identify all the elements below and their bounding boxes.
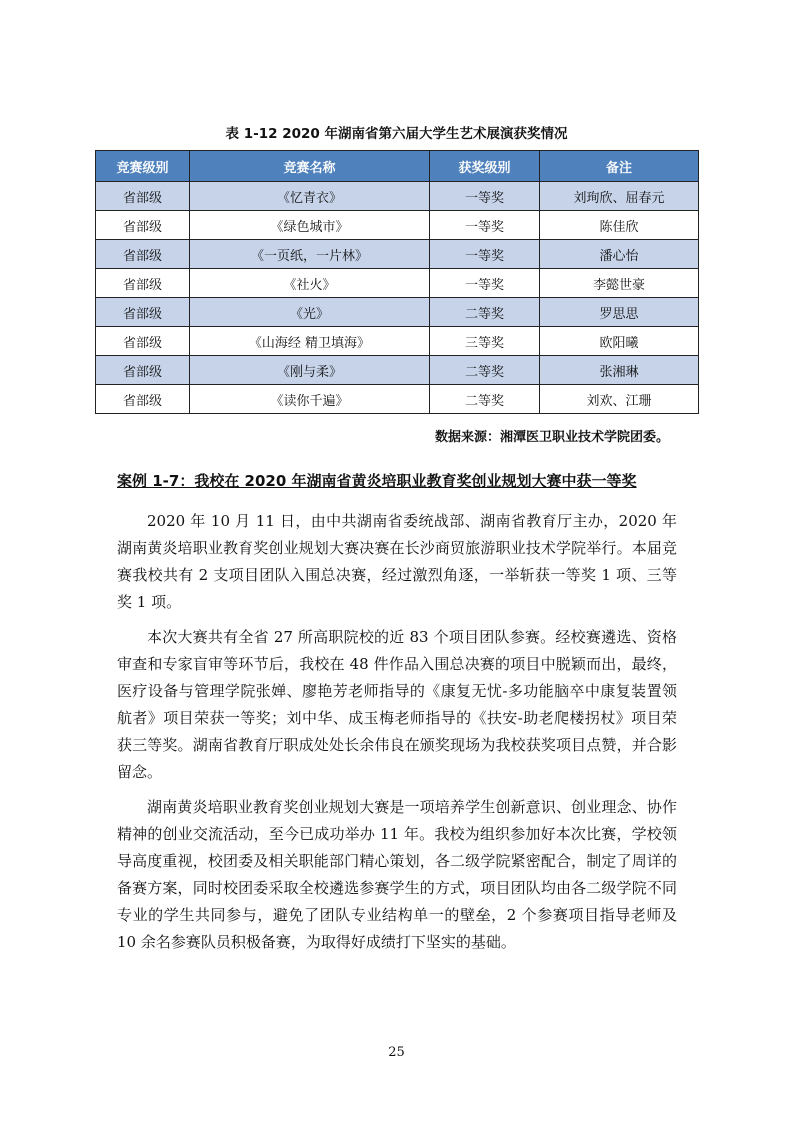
table-cell: 省部级 [96,356,190,385]
body-paragraph: 本次大赛共有全省 27 所高职院校的近 83 个项目团队参赛。经校赛遴选、资格审查和专家盲审等环节后，我校在 48 件作品入围总决赛的项目中脱颖而出，最终，医疗设备与管理学院张婵、廖艳芳老师指导的《康复无忧-多功能脑卒中康复装置领航者》项目荣获一等奖；刘中华、成玉梅老师指导的《扶安-助老爬楼拐杖》项目荣获三等奖。湖南省教育厅职成处处长余伟良在颁奖现场为我校获奖项目点赞，并合影留念。 [117,628,677,781]
case-heading: 案例 1-7：我校在 2020 年湖南省黄炎培职业教育奖创业规划大赛中获一等奖 [117,472,637,490]
table-header-row [96,151,699,182]
table-cell: 一等奖 [430,269,540,298]
table-cell: 《一页纸，一片林》 [190,240,430,269]
table-cell: 三等奖 [430,327,540,356]
table-cell: 《光》 [190,298,430,327]
column-header: 获奖级别 [430,151,540,182]
table-cell: 省部级 [96,385,190,414]
table-cell: 一等奖 [430,211,540,240]
table-row [96,211,699,240]
table-source-note: 数据来源：湘潭医卫职业技术学院团委。 [434,430,669,445]
table-row [96,269,699,298]
column-header: 备注 [540,151,699,182]
table-cell: 省部级 [96,327,190,356]
table-row [96,356,699,385]
table-cell: 一等奖 [430,182,540,211]
table-cell: 陈佳欣 [540,211,699,240]
table-cell: 张湘琳 [540,356,699,385]
table-cell: 《忆青衣》 [190,182,430,211]
table-cell: 省部级 [96,211,190,240]
table-cell: 《绿色城市》 [190,211,430,240]
table-cell: 《社火》 [190,269,430,298]
table-cell: 《刚与柔》 [190,356,430,385]
table-row [96,298,699,327]
table-cell: 一等奖 [430,240,540,269]
table-cell: 二等奖 [430,298,540,327]
table-cell: 刘欢、江珊 [540,385,699,414]
page-number: 25 [388,1045,405,1060]
table-caption: 表 1-12 2020 年湖南省第六届大学生艺术展演获奖情况 [225,126,568,142]
table-row [96,327,699,356]
table-row [96,385,699,414]
table-cell: 刘珣欣、屈春元 [540,182,699,211]
column-header: 竞赛级别 [96,151,190,182]
body-paragraph: 2020 年 10 月 11 日，由中共湖南省委统战部、湖南省教育厅主办，2020 年湖南黄炎培职业教育奖创业规划大赛决赛在长沙商贸旅游职业技术学院举行。本届竞赛我校共有 2 支项目团队入围总决赛，经过激烈角逐，一举斩获一等奖 1 项、三等奖 1 项。 [117,512,677,611]
table-cell: 省部级 [96,269,190,298]
body-paragraph: 湖南黄炎培职业教育奖创业规划大赛是一项培养学生创新意识、创业理念、协作精神的创业交流活动，至今已成功举办 11 年。我校为组织参加好本次比赛，学校领导高度重视，校团委及相关职能部门精心策划，各二级学院紧密配合，制定了周详的备赛方案，同时校团委采取全校遴选参赛学生的方式，项目团队均由各二级学院不同专业的学生共同参与，避免了团队专业结构单一的壁垒，2 个参赛项目指导老师及 10 余名参赛队员积极备赛，为取得好成绩打下坚实的基础。 [117,798,677,951]
table-cell: 《山海经 精卫填海》 [190,327,430,356]
table-row [96,240,699,269]
table-cell: 罗思思 [540,298,699,327]
column-header: 竞赛名称 [190,151,430,182]
table-row [96,182,699,211]
table-cell: 《读你千遍》 [190,385,430,414]
table-cell: 二等奖 [430,356,540,385]
table-cell: 潘心怡 [540,240,699,269]
table-cell: 二等奖 [430,385,540,414]
awards-table [95,150,699,414]
table-cell: 欧阳曦 [540,327,699,356]
table-cell: 省部级 [96,182,190,211]
table-cell: 李懿世豪 [540,269,699,298]
table-cell: 省部级 [96,298,190,327]
case-body [117,508,677,964]
table-cell: 省部级 [96,240,190,269]
